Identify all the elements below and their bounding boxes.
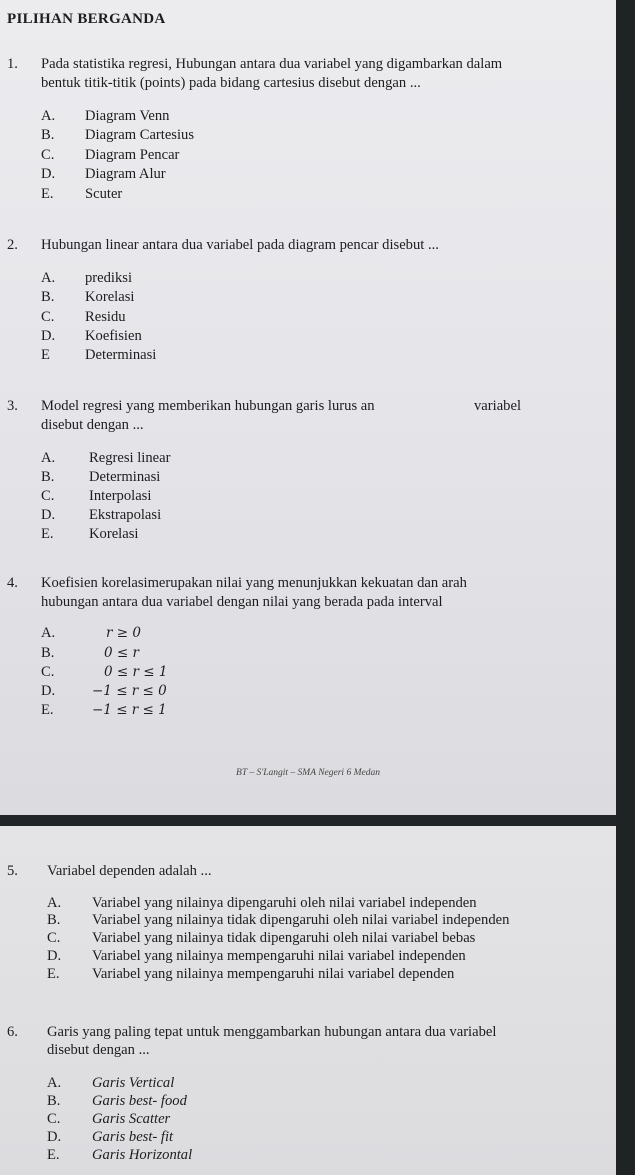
- option-letter: E.: [47, 1147, 60, 1163]
- option-text: Korelasi: [85, 289, 135, 305]
- option-letter: D.: [47, 1129, 62, 1145]
- option-text: 0 ≤ r ≤ 1: [104, 664, 168, 680]
- option-letter: A.: [41, 108, 56, 124]
- option-letter: A.: [47, 895, 62, 911]
- option-text: Garis best- food: [92, 1093, 187, 1109]
- page-footer: BT – S'Langit – SMA Negeri 6 Medan: [236, 768, 380, 778]
- question-number: 6.: [7, 1024, 18, 1040]
- option-text: Variabel yang nilainya dipengaruhi oleh nilai variabel independen: [92, 895, 477, 911]
- option-text: Koefisien: [85, 328, 142, 344]
- option-letter: E: [41, 347, 50, 363]
- option-text: −1 ≤ r ≤ 1: [92, 702, 167, 718]
- option-letter: D.: [41, 166, 56, 182]
- option-letter: A.: [41, 270, 56, 286]
- option-text: prediksi: [85, 270, 133, 286]
- option-text: Residu: [85, 309, 126, 325]
- option-letter: C.: [41, 488, 55, 504]
- option-letter: D.: [47, 948, 62, 964]
- option-text: Diagram Pencar: [85, 147, 180, 163]
- question-text: hubungan antara dua variabel dengan nilai yang berada pada interval: [41, 594, 443, 610]
- option-letter: A.: [41, 450, 56, 466]
- binder-edge: [616, 0, 635, 1175]
- option-text: 0 ≤ r: [104, 645, 139, 661]
- question-text: variabel: [474, 398, 521, 414]
- option-letter: A.: [47, 1075, 62, 1091]
- option-text: Variabel yang nilainya mempengaruhi nilai variabel independen: [92, 948, 466, 964]
- option-letter: C.: [41, 309, 55, 325]
- option-text: Korelasi: [89, 526, 139, 542]
- option-letter: E.: [41, 186, 54, 202]
- option-text: Garis best- fit: [92, 1129, 174, 1145]
- option-text: Determinasi: [89, 469, 161, 485]
- option-text: Interpolasi: [89, 488, 152, 504]
- question-text: Model regresi yang memberikan hubungan garis lurus an: [41, 398, 375, 414]
- question-number: 5.: [7, 863, 18, 879]
- option-letter: A.: [41, 625, 56, 641]
- question-number: 4.: [7, 575, 18, 591]
- option-letter: B.: [41, 469, 55, 485]
- option-letter: D.: [41, 683, 56, 699]
- option-text: Regresi linear: [89, 450, 171, 466]
- option-text: Garis Scatter: [92, 1111, 171, 1127]
- option-letter: C.: [47, 930, 61, 946]
- option-letter: C.: [41, 664, 55, 680]
- question-text: Variabel dependen adalah ...: [47, 863, 212, 879]
- option-text: Variabel yang nilainya tidak dipengaruhi oleh nilai variabel bebas: [92, 930, 476, 946]
- question-text: disebut dengan ...: [47, 1042, 150, 1058]
- option-text: Diagram Venn: [85, 108, 170, 124]
- option-letter: B.: [41, 645, 55, 661]
- option-letter: B.: [47, 912, 61, 928]
- question-text: bentuk titik-titik (points) pada bidang cartesius disebut dengan ...: [41, 75, 421, 91]
- question-text: Hubungan linear antara dua variabel pada diagram pencar disebut ...: [41, 237, 439, 253]
- option-text: Scuter: [85, 186, 123, 202]
- question-text: Garis yang paling tepat untuk menggambarkan hubungan antara dua variabel: [47, 1024, 497, 1040]
- option-letter: B.: [41, 127, 55, 143]
- option-text: r ≥ 0: [106, 625, 141, 641]
- option-letter: C.: [47, 1111, 61, 1127]
- option-letter: E.: [41, 702, 54, 718]
- question-number: 2.: [7, 237, 18, 253]
- question-text: disebut dengan ...: [41, 417, 144, 433]
- option-text: Ekstrapolasi: [89, 507, 162, 523]
- option-letter: B.: [47, 1093, 61, 1109]
- option-text: Diagram Alur: [85, 166, 166, 182]
- option-letter: C.: [41, 147, 55, 163]
- question-text: Pada statistika regresi, Hubungan antara dua variabel yang digambarkan dalam: [41, 56, 503, 72]
- question-number: 1.: [7, 56, 18, 72]
- page-gap: [0, 815, 616, 826]
- question-text: Koefisien korelasimerupakan nilai yang menunjukkan kekuatan dan arah: [41, 575, 467, 591]
- option-letter: D.: [41, 328, 56, 344]
- question-number: 3.: [7, 398, 18, 414]
- option-letter: D.: [41, 507, 56, 523]
- option-text: Determinasi: [85, 347, 157, 363]
- option-text: Garis Horizontal: [92, 1147, 193, 1163]
- option-letter: E.: [41, 526, 54, 542]
- option-text: Variabel yang nilainya mempengaruhi nilai variabel dependen: [92, 966, 455, 982]
- option-letter: E.: [47, 966, 60, 982]
- option-text: −1 ≤ r ≤ 0: [92, 683, 167, 699]
- option-text: Diagram Cartesius: [85, 127, 195, 143]
- option-text: Variabel yang nilainya tidak dipengaruhi oleh nilai variabel independen: [92, 912, 510, 928]
- option-text: Garis Vertical: [92, 1075, 175, 1091]
- option-letter: B.: [41, 289, 55, 305]
- section-title: PILIHAN BERGANDA: [7, 11, 166, 27]
